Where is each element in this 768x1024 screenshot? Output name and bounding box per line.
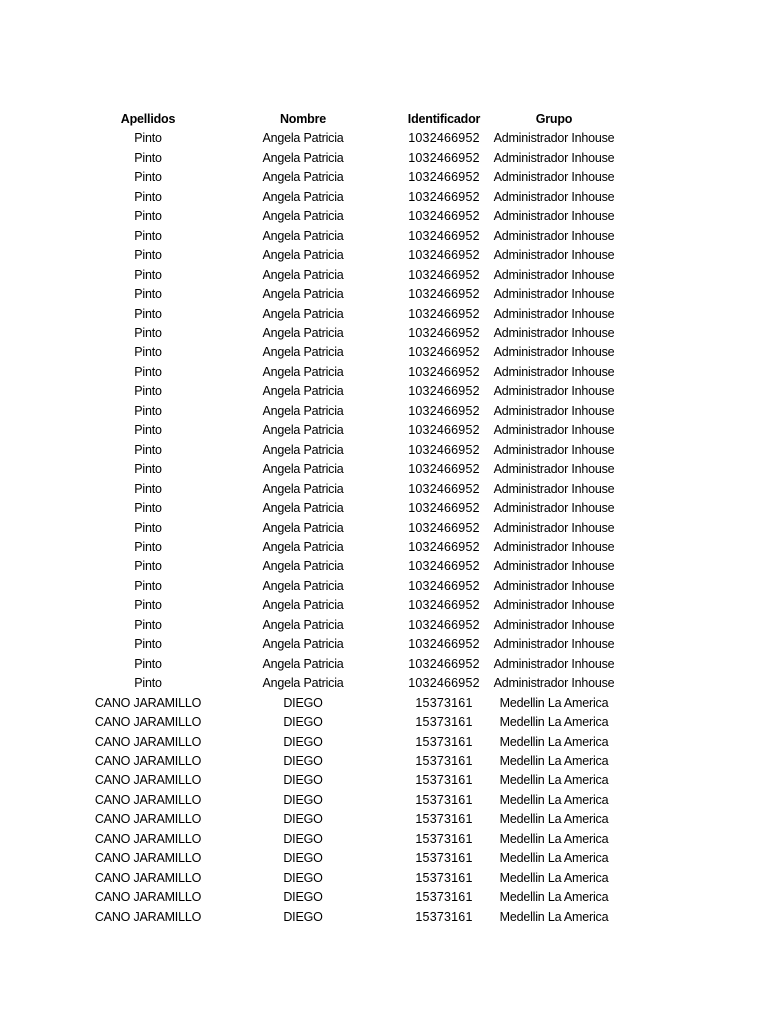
identificador-cell: 15373161 xyxy=(415,831,473,846)
nombre-cell: DIEGO xyxy=(283,773,323,788)
grupo-cell: Administrador Inhouse xyxy=(493,559,615,574)
grupo-cell: Administrador Inhouse xyxy=(493,617,615,632)
grupo-cell: Administrador Inhouse xyxy=(493,267,615,282)
nombre-cell: Angela Patricia xyxy=(262,617,344,632)
grupo-cell: Administrador Inhouse xyxy=(493,384,615,399)
apellidos-cell: CANO JARAMILLO xyxy=(94,851,202,866)
apellidos-cell: Pinto xyxy=(134,131,162,146)
identificador-cell: 1032466952 xyxy=(408,131,480,146)
table-row xyxy=(92,519,622,538)
grupo-cell: Medellin La America xyxy=(499,734,609,749)
apellidos-cell: CANO JARAMILLO xyxy=(94,831,202,846)
apellidos-cell: Pinto xyxy=(134,325,162,340)
grupo-cell: Administrador Inhouse xyxy=(493,442,615,457)
grupo-cell: Medellin La America xyxy=(499,870,609,885)
identificador-cell: 15373161 xyxy=(415,773,473,788)
nombre-cell: Angela Patricia xyxy=(262,209,344,224)
nombre-cell: Angela Patricia xyxy=(262,656,344,671)
table-row xyxy=(92,869,622,888)
table-header-row xyxy=(92,110,622,129)
table-row xyxy=(92,324,622,343)
grupo-cell: Medellin La America xyxy=(499,792,609,807)
table-row xyxy=(92,266,622,285)
table-row xyxy=(92,168,622,187)
nombre-cell: Angela Patricia xyxy=(262,637,344,652)
apellidos-cell: Pinto xyxy=(134,598,162,613)
column-header-grupo: Grupo xyxy=(535,112,573,126)
apellidos-cell: Pinto xyxy=(134,578,162,593)
table-row xyxy=(92,694,622,713)
table-row xyxy=(92,149,622,168)
nombre-cell: DIEGO xyxy=(283,812,323,827)
table-row xyxy=(92,480,622,499)
grupo-cell: Medellin La America xyxy=(499,909,609,924)
identificador-cell: 1032466952 xyxy=(408,364,480,379)
table-row xyxy=(92,363,622,382)
apellidos-cell: Pinto xyxy=(134,559,162,574)
table-row xyxy=(92,246,622,265)
table-row xyxy=(92,733,622,752)
table-row xyxy=(92,285,622,304)
grupo-cell: Medellin La America xyxy=(499,851,609,866)
table-row xyxy=(92,888,622,907)
identificador-cell: 1032466952 xyxy=(408,306,480,321)
identificador-cell: 1032466952 xyxy=(408,578,480,593)
table-row xyxy=(92,616,622,635)
apellidos-cell: Pinto xyxy=(134,539,162,554)
nombre-cell: DIEGO xyxy=(283,890,323,905)
apellidos-cell: Pinto xyxy=(134,617,162,632)
nombre-cell: DIEGO xyxy=(283,753,323,768)
table-row xyxy=(92,129,622,148)
nombre-cell: Angela Patricia xyxy=(262,306,344,321)
nombre-cell: Angela Patricia xyxy=(262,287,344,302)
table-row xyxy=(92,791,622,810)
apellidos-cell: CANO JARAMILLO xyxy=(94,909,202,924)
identificador-cell: 15373161 xyxy=(415,695,473,710)
table-row xyxy=(92,655,622,674)
table-row xyxy=(92,674,622,693)
apellidos-cell: Pinto xyxy=(134,209,162,224)
identificador-cell: 1032466952 xyxy=(408,150,480,165)
nombre-cell: Angela Patricia xyxy=(262,228,344,243)
apellidos-cell: CANO JARAMILLO xyxy=(94,695,202,710)
nombre-cell: Angela Patricia xyxy=(262,325,344,340)
table-row xyxy=(92,460,622,479)
nombre-cell: Angela Patricia xyxy=(262,481,344,496)
table-row xyxy=(92,421,622,440)
identificador-cell: 1032466952 xyxy=(408,423,480,438)
table-row xyxy=(92,596,622,615)
column-header-apellidos: Apellidos xyxy=(120,112,176,126)
table-row xyxy=(92,402,622,421)
identificador-cell: 1032466952 xyxy=(408,676,480,691)
column-header-identificador: Identificador xyxy=(407,112,481,126)
nombre-cell: DIEGO xyxy=(283,734,323,749)
nombre-cell: Angela Patricia xyxy=(262,676,344,691)
apellidos-cell: CANO JARAMILLO xyxy=(94,812,202,827)
grupo-cell: Administrador Inhouse xyxy=(493,656,615,671)
table-row xyxy=(92,441,622,460)
identificador-cell: 1032466952 xyxy=(408,325,480,340)
data-table xyxy=(92,110,622,927)
identificador-cell: 15373161 xyxy=(415,909,473,924)
grupo-cell: Administrador Inhouse xyxy=(493,345,615,360)
table-body xyxy=(92,129,622,927)
identificador-cell: 15373161 xyxy=(415,851,473,866)
apellidos-cell: Pinto xyxy=(134,150,162,165)
table-row xyxy=(92,227,622,246)
apellidos-cell: CANO JARAMILLO xyxy=(94,890,202,905)
table-row xyxy=(92,207,622,226)
nombre-cell: Angela Patricia xyxy=(262,578,344,593)
table-row xyxy=(92,538,622,557)
grupo-cell: Administrador Inhouse xyxy=(493,287,615,302)
nombre-cell: Angela Patricia xyxy=(262,598,344,613)
identificador-cell: 1032466952 xyxy=(408,462,480,477)
identificador-cell: 1032466952 xyxy=(408,501,480,516)
apellidos-cell: Pinto xyxy=(134,656,162,671)
nombre-cell: Angela Patricia xyxy=(262,189,344,204)
identificador-cell: 1032466952 xyxy=(408,637,480,652)
apellidos-cell: Pinto xyxy=(134,267,162,282)
identificador-cell: 1032466952 xyxy=(408,559,480,574)
grupo-cell: Administrador Inhouse xyxy=(493,539,615,554)
apellidos-cell: Pinto xyxy=(134,501,162,516)
nombre-cell: Angela Patricia xyxy=(262,384,344,399)
apellidos-cell: CANO JARAMILLO xyxy=(94,715,202,730)
apellidos-cell: CANO JARAMILLO xyxy=(94,734,202,749)
nombre-cell: Angela Patricia xyxy=(262,559,344,574)
table-row xyxy=(92,752,622,771)
nombre-cell: Angela Patricia xyxy=(262,131,344,146)
identificador-cell: 15373161 xyxy=(415,715,473,730)
apellidos-cell: Pinto xyxy=(134,676,162,691)
grupo-cell: Administrador Inhouse xyxy=(493,364,615,379)
identificador-cell: 15373161 xyxy=(415,890,473,905)
identificador-cell: 1032466952 xyxy=(408,539,480,554)
identificador-cell: 1032466952 xyxy=(408,345,480,360)
nombre-cell: DIEGO xyxy=(283,715,323,730)
apellidos-cell: Pinto xyxy=(134,248,162,263)
grupo-cell: Administrador Inhouse xyxy=(493,209,615,224)
apellidos-cell: Pinto xyxy=(134,364,162,379)
grupo-cell: Administrador Inhouse xyxy=(493,228,615,243)
table-row xyxy=(92,499,622,518)
grupo-cell: Administrador Inhouse xyxy=(493,150,615,165)
grupo-cell: Administrador Inhouse xyxy=(493,598,615,613)
grupo-cell: Administrador Inhouse xyxy=(493,170,615,185)
nombre-cell: Angela Patricia xyxy=(262,442,344,457)
table-row xyxy=(92,810,622,829)
apellidos-cell: Pinto xyxy=(134,520,162,535)
identificador-cell: 1032466952 xyxy=(408,267,480,282)
grupo-cell: Administrador Inhouse xyxy=(493,131,615,146)
table-row xyxy=(92,305,622,324)
table-row xyxy=(92,382,622,401)
grupo-cell: Administrador Inhouse xyxy=(493,403,615,418)
identificador-cell: 1032466952 xyxy=(408,598,480,613)
identificador-cell: 1032466952 xyxy=(408,248,480,263)
table-row xyxy=(92,343,622,362)
grupo-cell: Medellin La America xyxy=(499,812,609,827)
identificador-cell: 1032466952 xyxy=(408,442,480,457)
grupo-cell: Medellin La America xyxy=(499,715,609,730)
apellidos-cell: CANO JARAMILLO xyxy=(94,753,202,768)
nombre-cell: Angela Patricia xyxy=(262,170,344,185)
nombre-cell: Angela Patricia xyxy=(262,364,344,379)
grupo-cell: Administrador Inhouse xyxy=(493,501,615,516)
apellidos-cell: CANO JARAMILLO xyxy=(94,773,202,788)
apellidos-cell: Pinto xyxy=(134,403,162,418)
grupo-cell: Medellin La America xyxy=(499,773,609,788)
spreadsheet-page xyxy=(92,110,622,927)
grupo-cell: Administrador Inhouse xyxy=(493,676,615,691)
nombre-cell: Angela Patricia xyxy=(262,539,344,554)
nombre-cell: Angela Patricia xyxy=(262,345,344,360)
identificador-cell: 1032466952 xyxy=(408,209,480,224)
identificador-cell: 15373161 xyxy=(415,753,473,768)
nombre-cell: DIEGO xyxy=(283,909,323,924)
identificador-cell: 1032466952 xyxy=(408,287,480,302)
nombre-cell: Angela Patricia xyxy=(262,423,344,438)
apellidos-cell: Pinto xyxy=(134,384,162,399)
nombre-cell: DIEGO xyxy=(283,695,323,710)
table-row xyxy=(92,849,622,868)
table-row xyxy=(92,830,622,849)
identificador-cell: 1032466952 xyxy=(408,520,480,535)
nombre-cell: Angela Patricia xyxy=(262,501,344,516)
apellidos-cell: Pinto xyxy=(134,637,162,652)
grupo-cell: Administrador Inhouse xyxy=(493,189,615,204)
identificador-cell: 15373161 xyxy=(415,792,473,807)
grupo-cell: Medellin La America xyxy=(499,831,609,846)
apellidos-cell: Pinto xyxy=(134,189,162,204)
nombre-cell: Angela Patricia xyxy=(262,520,344,535)
nombre-cell: Angela Patricia xyxy=(262,150,344,165)
grupo-cell: Administrador Inhouse xyxy=(493,325,615,340)
nombre-cell: DIEGO xyxy=(283,870,323,885)
identificador-cell: 15373161 xyxy=(415,870,473,885)
identificador-cell: 1032466952 xyxy=(408,170,480,185)
apellidos-cell: Pinto xyxy=(134,423,162,438)
table-row xyxy=(92,188,622,207)
apellidos-cell: Pinto xyxy=(134,306,162,321)
apellidos-cell: Pinto xyxy=(134,481,162,496)
table-row xyxy=(92,908,622,927)
nombre-cell: Angela Patricia xyxy=(262,462,344,477)
grupo-cell: Administrador Inhouse xyxy=(493,481,615,496)
nombre-cell: DIEGO xyxy=(283,851,323,866)
apellidos-cell: Pinto xyxy=(134,287,162,302)
table-row xyxy=(92,557,622,576)
apellidos-cell: Pinto xyxy=(134,462,162,477)
nombre-cell: DIEGO xyxy=(283,792,323,807)
identificador-cell: 1032466952 xyxy=(408,384,480,399)
table-row xyxy=(92,635,622,654)
table-row xyxy=(92,577,622,596)
grupo-cell: Administrador Inhouse xyxy=(493,637,615,652)
identificador-cell: 1032466952 xyxy=(408,481,480,496)
apellidos-cell: CANO JARAMILLO xyxy=(94,792,202,807)
grupo-cell: Administrador Inhouse xyxy=(493,520,615,535)
apellidos-cell: Pinto xyxy=(134,345,162,360)
identificador-cell: 1032466952 xyxy=(408,617,480,632)
grupo-cell: Medellin La America xyxy=(499,890,609,905)
grupo-cell: Administrador Inhouse xyxy=(493,462,615,477)
nombre-cell: Angela Patricia xyxy=(262,403,344,418)
grupo-cell: Administrador Inhouse xyxy=(493,578,615,593)
grupo-cell: Medellin La America xyxy=(499,695,609,710)
grupo-cell: Administrador Inhouse xyxy=(493,306,615,321)
grupo-cell: Administrador Inhouse xyxy=(493,248,615,263)
table-row xyxy=(92,771,622,790)
apellidos-cell: Pinto xyxy=(134,228,162,243)
identificador-cell: 1032466952 xyxy=(408,656,480,671)
nombre-cell: Angela Patricia xyxy=(262,267,344,282)
identificador-cell: 1032466952 xyxy=(408,189,480,204)
grupo-cell: Medellin La America xyxy=(499,753,609,768)
identificador-cell: 1032466952 xyxy=(408,228,480,243)
identificador-cell: 15373161 xyxy=(415,734,473,749)
apellidos-cell: CANO JARAMILLO xyxy=(94,870,202,885)
identificador-cell: 15373161 xyxy=(415,812,473,827)
nombre-cell: DIEGO xyxy=(283,831,323,846)
apellidos-cell: Pinto xyxy=(134,442,162,457)
column-header-nombre: Nombre xyxy=(279,112,327,126)
apellidos-cell: Pinto xyxy=(134,170,162,185)
grupo-cell: Administrador Inhouse xyxy=(493,423,615,438)
table-row xyxy=(92,713,622,732)
nombre-cell: Angela Patricia xyxy=(262,248,344,263)
identificador-cell: 1032466952 xyxy=(408,403,480,418)
